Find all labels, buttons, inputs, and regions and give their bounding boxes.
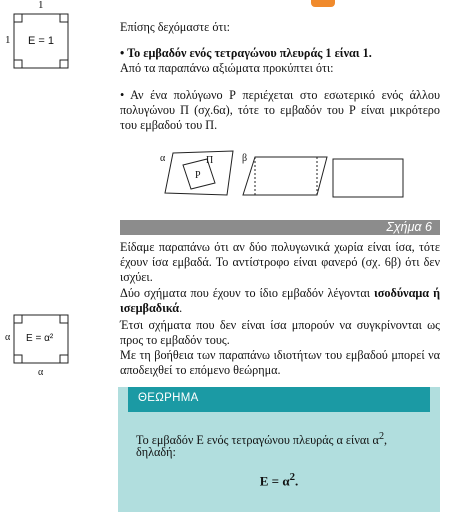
theorem-statement-cont: δηλαδή:	[136, 445, 176, 459]
paragraph-equal-areas: Είδαμε παραπάνω ότι αν δύο πολυγωνικά χωρία είναι ίσα, τότε έχουν ίσα εμβαδά. Το αντίστροφο είναι φανερό (σχ. 6β) ότι δεν ισχύει.	[120, 240, 440, 284]
paragraph-equivalent-definition: Δύο σχήματα που έχουν το ίδιο εμβαδόν λέγονται ισοδύναμα ή ισεμβαδικά.	[120, 286, 440, 315]
unit-square-top-label: 1	[38, 0, 44, 11]
term-equivalent: ισοδύναμα ή ισεμβαδικά	[120, 286, 440, 315]
theorem-formula: $E = \alpha^2$.	[259, 471, 299, 489]
paragraph-intro: Επίσης δεχόμαστε ότι:	[120, 20, 230, 34]
theorem-heading: ΘΕΩΡΗΜΑ	[138, 392, 199, 404]
figure-caption: Σχήμα 6	[386, 220, 432, 234]
figure-label-a: α	[160, 153, 166, 164]
theorem-statement: Το εμβαδόν Ε ενός τετραγώνου πλευράς α είναι $\alpha^2$,	[136, 431, 388, 448]
alpha-square-bottom-label: α	[38, 367, 44, 378]
axiom-unit-square: • Το εμβαδόν ενός τετραγώνου πλευράς 1 είναι 1.	[120, 46, 372, 60]
unit-square-area-label: E = 1	[28, 35, 54, 47]
paragraph-comparison: Έτσι σχήματα που δεν είναι ίσα μπορούν να συγκρίνονται ως προς το εμβαδόν τους.	[120, 318, 440, 347]
paragraph-consequence: Από τα παραπάνω αξιώματα προκύπτει ότι:	[120, 61, 334, 75]
paragraph-theorem-intro: Με τη βοήθεια των παραπάνω ιδιοτήτων του εμβαδού μπορεί να αποδειχθεί το επόμενο θεώρημα.	[120, 348, 440, 377]
paragraph-polygon-containment: • Αν ένα πολύγωνο Ρ περιέχεται στο εσωτερικό ενός άλλου πολυγώνου Π (σχ.6α), τότε το εμβαδόν του Ρ είναι μικρότερο του εμβαδού του Π.	[120, 88, 440, 132]
alpha-square-area-label: E = α²	[26, 333, 54, 344]
figure-label-rho: Ρ	[195, 170, 201, 181]
alpha-square-figure	[0, 310, 80, 380]
figure-caption-bar	[120, 220, 440, 235]
alpha-square-left-label: α	[5, 332, 11, 343]
unit-square-figure	[0, 0, 80, 80]
figure-label-b: β	[242, 153, 248, 164]
theorem-header	[128, 387, 430, 412]
figure-label-pi: Π	[206, 155, 214, 166]
unit-square-left-label: 1	[5, 34, 11, 46]
page-tab-marker	[311, 0, 335, 7]
theorem-box	[118, 387, 440, 512]
